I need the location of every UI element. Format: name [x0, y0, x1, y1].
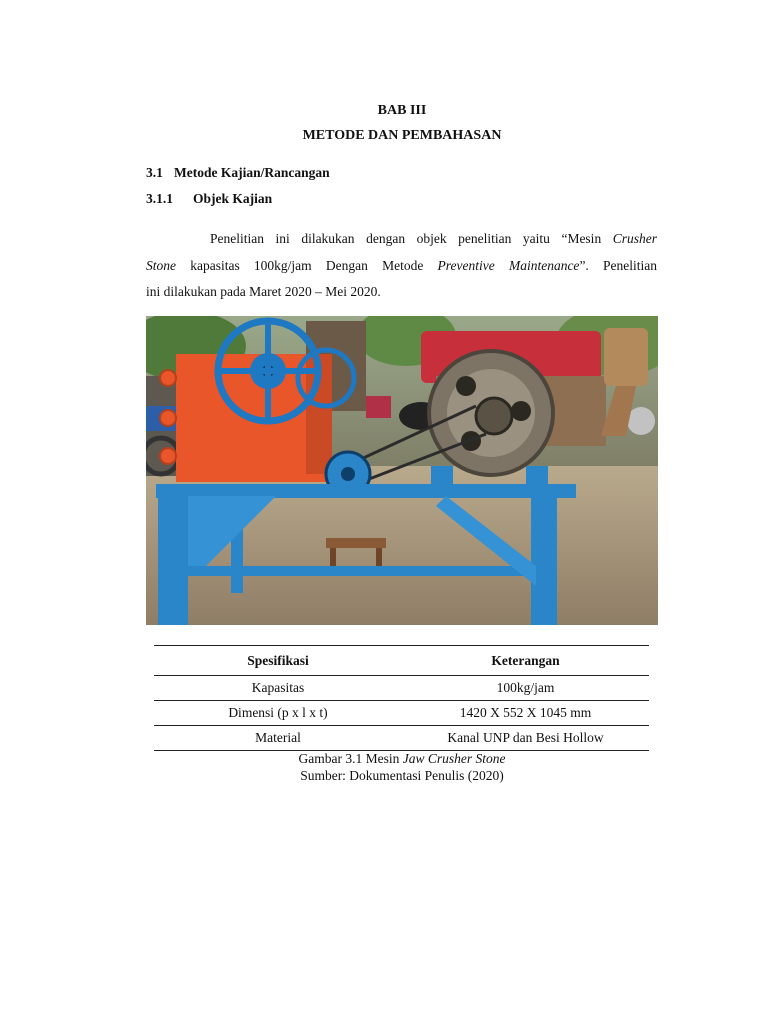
subsection-title: Objek Kajian: [193, 191, 273, 206]
section-heading: [146, 165, 330, 181]
machine-photo: [146, 316, 658, 625]
frame-leg-left: [158, 494, 188, 625]
table-row: [154, 676, 649, 701]
cell-value: Kanal UNP dan Besi Hollow: [402, 726, 649, 751]
cell-spec: Kapasitas: [154, 676, 402, 701]
section-number: 3.1: [146, 165, 163, 180]
paragraph-line-2: Stone kapasitas 100kg/jam Dengan Metode Preventive Maintenance”. Penelitian: [146, 257, 658, 273]
specification-table: [154, 645, 649, 751]
subsection-heading: [146, 191, 272, 207]
figure-source: Sumber: Dokumentasi Penulis (2020): [300, 768, 504, 783]
header-spesifikasi: Spesifikasi: [154, 646, 402, 676]
cell-value: 1420 X 552 X 1045 mm: [402, 701, 649, 726]
chapter-heading: BAB III: [377, 103, 427, 118]
table-row: [154, 726, 649, 751]
cell-value: 100kg/jam: [402, 676, 649, 701]
cell-spec: Material: [154, 726, 402, 751]
frame-leg-right: [531, 494, 557, 625]
cell-spec: Dimensi (p x l x t): [154, 701, 402, 726]
paragraph-line-1: Penelitian ini dilakukan dengan objek penelitian yaitu “Mesin Crusher: [210, 231, 657, 246]
body-paragraph: [146, 226, 657, 306]
section-title: Metode Kajian/Rancangan: [174, 165, 330, 180]
paragraph-line-3: ini dilakukan pada Maret 2020 – Mei 2020.: [146, 284, 381, 299]
subsection-number: 3.1.1: [146, 191, 173, 206]
figure-caption: Gambar 3.1 Mesin Jaw Crusher Stone: [298, 751, 506, 766]
table-row: [154, 701, 649, 726]
header-keterangan: Keterangan: [402, 646, 649, 676]
table-header-row: [154, 646, 649, 676]
frame-top-beam: [156, 484, 576, 498]
chapter-title: METODE DAN PEMBAHASAN: [302, 128, 502, 143]
jaw-crusher-illustration: [146, 316, 658, 625]
